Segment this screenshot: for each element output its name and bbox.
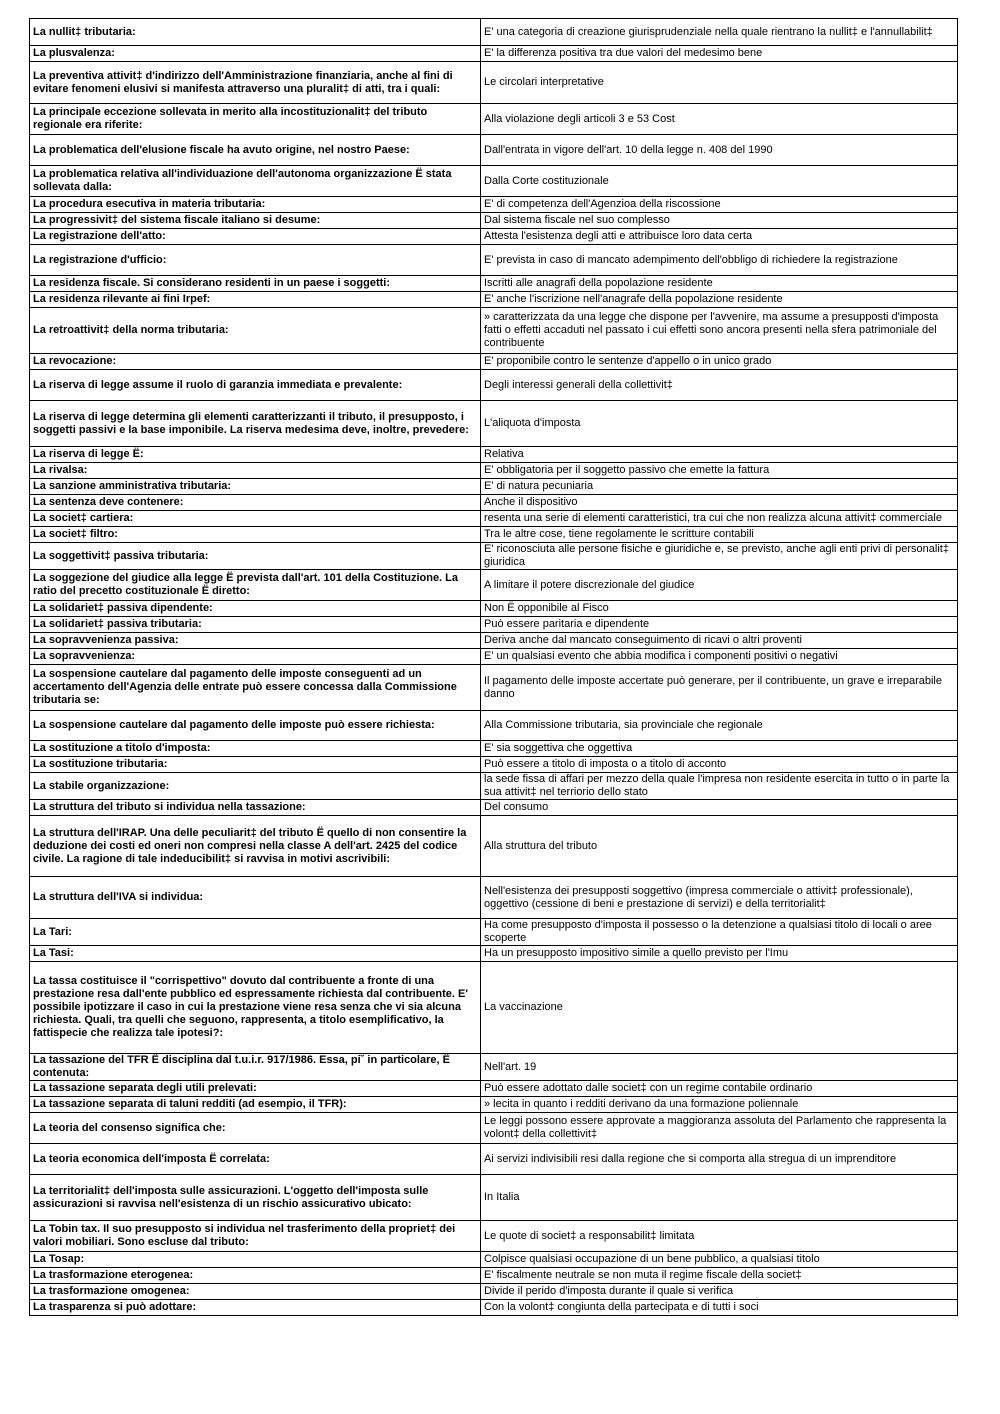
answer-cell: Dalla Corte costituzionale xyxy=(481,166,958,197)
table-row xyxy=(30,617,958,633)
answer-cell: Può essere a titolo di imposta o a titolo di acconto xyxy=(481,757,958,773)
table-row xyxy=(30,1054,958,1081)
answer-cell: Ha un presupposto impositivo simile a quello previsto per l'Imu xyxy=(481,946,958,962)
question-cell: La struttura del tributo si individua nella tassazione: xyxy=(30,800,481,816)
answer-cell: Anche il dispositivo xyxy=(481,495,958,511)
answer-cell: Alla violazione degli articoli 3 e 53 Cost xyxy=(481,104,958,135)
question-cell: La residenza fiscale. Si considerano residenti in un paese i soggetti: xyxy=(30,276,481,292)
question-cell: La solidariet‡ passiva dipendente: xyxy=(30,601,481,617)
answer-cell: Divide il perido d'imposta durante il quale si verifica xyxy=(481,1284,958,1300)
qa-table xyxy=(29,18,958,1316)
answer-cell: Dal sistema fiscale nel suo complesso xyxy=(481,213,958,229)
table-row xyxy=(30,946,958,962)
question-cell: La tassazione separata di taluni redditi (ad esempio, il TFR): xyxy=(30,1097,481,1113)
table-row xyxy=(30,197,958,213)
table-row xyxy=(30,1175,958,1221)
table-row xyxy=(30,570,958,601)
table-row xyxy=(30,816,958,877)
answer-cell: Il pagamento delle imposte accertate può generare, per il contribuente, un grave e irreparabile danno xyxy=(481,665,958,711)
answer-cell: E' proponibile contro le sentenze d'appello o in unico grado xyxy=(481,354,958,370)
question-cell: La riserva di legge assume il ruolo di garanzia immediata e prevalente: xyxy=(30,370,481,401)
answer-cell: Le quote di societ‡ a responsabilit‡ limitata xyxy=(481,1221,958,1252)
question-cell: La registrazione d'ufficio: xyxy=(30,245,481,276)
answer-cell: Alla Commissione tributaria, sia provinciale che regionale xyxy=(481,711,958,741)
question-cell: La sopravvenienza passiva: xyxy=(30,633,481,649)
question-cell: La sostituzione tributaria: xyxy=(30,757,481,773)
answer-cell: Del consumo xyxy=(481,800,958,816)
answer-cell: In Italia xyxy=(481,1175,958,1221)
table-row xyxy=(30,511,958,527)
answer-cell: E' di competenza dell'Agenzioa della riscossione xyxy=(481,197,958,213)
table-row xyxy=(30,800,958,816)
answer-cell: Relativa xyxy=(481,447,958,463)
question-cell: La preventiva attivit‡ d'indirizzo dell'Amministrazione finanziaria, anche al fini di evitare fenomeni elusivi si manifesta attraverso una pluralit‡ di atti, tra i quali: xyxy=(30,62,481,104)
question-cell: La sopravvenienza: xyxy=(30,649,481,665)
table-row xyxy=(30,1268,958,1284)
question-cell: La retroattivit‡ della norma tributaria: xyxy=(30,308,481,354)
answer-cell: Degli interessi generali della collettivit‡ xyxy=(481,370,958,401)
question-cell: La teoria economica dell'imposta Ë correlata: xyxy=(30,1144,481,1175)
table-row xyxy=(30,1097,958,1113)
table-row xyxy=(30,962,958,1054)
table-row xyxy=(30,773,958,800)
answer-cell: Con la volont‡ congiunta della partecipata e di tutti i soci xyxy=(481,1300,958,1316)
table-row xyxy=(30,229,958,245)
question-cell: La Tasi: xyxy=(30,946,481,962)
qa-table-body xyxy=(30,19,958,1316)
question-cell: La societ‡ filtro: xyxy=(30,527,481,543)
question-cell: La progressivit‡ del sistema fiscale italiano si desume: xyxy=(30,213,481,229)
question-cell: La sospensione cautelare dal pagamento delle imposte può essere richiesta: xyxy=(30,711,481,741)
table-row xyxy=(30,1284,958,1300)
answer-cell: Può essere paritaria e dipendente xyxy=(481,617,958,633)
table-row xyxy=(30,495,958,511)
answer-cell: E' una categoria di creazione giurisprudenziale nella quale rientrano la nullit‡ e l'annullabilit‡ xyxy=(481,19,958,46)
table-row xyxy=(30,213,958,229)
answer-cell: resenta una serie di elementi caratteristici, tra cui che non realizza alcuna attivit‡ commerciale xyxy=(481,511,958,527)
answer-cell: A limitare il potere discrezionale del giudice xyxy=(481,570,958,601)
question-cell: La Tosap: xyxy=(30,1252,481,1268)
question-cell: La plusvalenza: xyxy=(30,46,481,62)
answer-cell: Alla struttura del tributo xyxy=(481,816,958,877)
table-row xyxy=(30,633,958,649)
answer-cell: Tra le altre cose, tiene regolamente le scritture contabili xyxy=(481,527,958,543)
table-row xyxy=(30,711,958,741)
table-row xyxy=(30,527,958,543)
table-row xyxy=(30,370,958,401)
answer-cell: la sede fissa di affari per mezzo della quale l'impresa non residente esercita in tutto o in parte la sua attivit‡ nel terriorio dello stato xyxy=(481,773,958,800)
table-row xyxy=(30,292,958,308)
question-cell: La struttura dell'IRAP. Una delle peculiarit‡ del tributo Ë quello di non consentire la deduzione dei costi ed oneri non compresi nella classe A dell'art. 2425 del codice civile. La ragione di tale indeducibilit‡ si ravvisa in motivi ascrivibili: xyxy=(30,816,481,877)
question-cell: La sospensione cautelare dal pagamento delle imposte conseguenti ad un accertamento dell'Agenzia delle entrate può essere concessa dalla Commissione tributaria se: xyxy=(30,665,481,711)
question-cell: La residenza rilevante ai fini Irpef: xyxy=(30,292,481,308)
table-row xyxy=(30,877,958,919)
question-cell: La Tari: xyxy=(30,919,481,946)
answer-cell: Colpisce qualsiasi occupazione di un bene pubblico, a qualsiasi titolo xyxy=(481,1252,958,1268)
table-row xyxy=(30,757,958,773)
answer-cell: Attesta l'esistenza degli atti e attribuisce loro data certa xyxy=(481,229,958,245)
answer-cell: E' fiscalmente neutrale se non muta il regime fiscale della societ‡ xyxy=(481,1268,958,1284)
question-cell: La revocazione: xyxy=(30,354,481,370)
question-cell: La registrazione dell'atto: xyxy=(30,229,481,245)
answer-cell: Nell'art. 19 xyxy=(481,1054,958,1081)
question-cell: La sentenza deve contenere: xyxy=(30,495,481,511)
question-cell: La societ‡ cartiera: xyxy=(30,511,481,527)
table-row xyxy=(30,166,958,197)
table-row xyxy=(30,1113,958,1144)
question-cell: La sanzione amministrativa tributaria: xyxy=(30,479,481,495)
table-row xyxy=(30,601,958,617)
question-cell: La problematica relativa all'individuazione dell'autonoma organizzazione Ë stata sollevata dalla: xyxy=(30,166,481,197)
table-row xyxy=(30,919,958,946)
table-row xyxy=(30,1144,958,1175)
question-cell: La soggezione del giudice alla legge Ë prevista dall'art. 101 della Costituzione. La ratio del precetto costituzionale Ë diretto: xyxy=(30,570,481,601)
question-cell: La procedura esecutiva in materia tributaria: xyxy=(30,197,481,213)
table-row xyxy=(30,543,958,570)
table-row xyxy=(30,447,958,463)
question-cell: La stabile organizzazione: xyxy=(30,773,481,800)
answer-cell: Iscritti alle anagrafi della popolazione residente xyxy=(481,276,958,292)
answer-cell: La vaccinazione xyxy=(481,962,958,1054)
question-cell: La riserva di legge determina gli elementi caratterizzanti il tributo, il presupposto, i soggetti passivi e la base imponibile. La riserva medesima deve, inoltre, prevedere: xyxy=(30,401,481,447)
question-cell: La principale eccezione sollevata in merito alla incostituzionalit‡ del tributo regionale era riferite: xyxy=(30,104,481,135)
answer-cell: E' riconosciuta alle persone fisiche e giuridiche e, se previsto, anche agli enti privi di personalit‡ giuridica xyxy=(481,543,958,570)
answer-cell: E' un qualsiasi evento che abbia modifica i componenti positivi o negativi xyxy=(481,649,958,665)
table-row xyxy=(30,649,958,665)
answer-cell: Nell'esistenza dei presupposti soggettivo (impresa commerciale o attivit‡ professionale), oggettivo (cessione di beni e prestazione di servizi) e della territorialit‡ xyxy=(481,877,958,919)
table-row xyxy=(30,463,958,479)
answer-cell: L'aliquota d'imposta xyxy=(481,401,958,447)
answer-cell: E' prevista in caso di mancato adempimento dell'obbligo di richiedere la registrazione xyxy=(481,245,958,276)
question-cell: La Tobin tax. Il suo presupposto si individua nel trasferimento della propriet‡ dei valori mobiliari. Sono escluse dal tributo: xyxy=(30,1221,481,1252)
table-row xyxy=(30,308,958,354)
table-row xyxy=(30,1081,958,1097)
question-cell: La solidariet‡ passiva tributaria: xyxy=(30,617,481,633)
question-cell: La tassazione del TFR Ë disciplina dal t.u.i.r. 917/1986. Essa, pi˘ in particolare, Ë contenuta: xyxy=(30,1054,481,1081)
answer-cell: E' anche l'iscrizione nell'anagrafe della popolazione residente xyxy=(481,292,958,308)
answer-cell: Non Ë opponibile al Fisco xyxy=(481,601,958,617)
answer-cell: » caratterizzata da una legge che dispone per l'avvenire, ma assume a presupposti d'imposta fatti o effetti accaduti nel passato i cui effetti sono ancora presenti nella sfera patrimoniale del contribuente xyxy=(481,308,958,354)
table-row xyxy=(30,354,958,370)
question-cell: La problematica dell'elusione fiscale ha avuto origine, nel nostro Paese: xyxy=(30,135,481,166)
table-row xyxy=(30,1221,958,1252)
answer-cell: Può essere adottato dalle societ‡ con un regime contabile ordinario xyxy=(481,1081,958,1097)
table-row xyxy=(30,1252,958,1268)
answer-cell: E' sia soggettiva che oggettiva xyxy=(481,741,958,757)
question-cell: La soggettivit‡ passiva tributaria: xyxy=(30,543,481,570)
answer-cell: E' obbligatoria per il soggetto passivo che emette la fattura xyxy=(481,463,958,479)
question-cell: La nullit‡ tributaria: xyxy=(30,19,481,46)
table-row xyxy=(30,46,958,62)
question-cell: La teoria del consenso significa che: xyxy=(30,1113,481,1144)
answer-cell: Deriva anche dal mancato conseguimento di ricavi o altri proventi xyxy=(481,633,958,649)
table-row xyxy=(30,135,958,166)
answer-cell: Ha come presupposto d'imposta il possesso o la detenzione a qualsiasi titolo di locali o aree scoperte xyxy=(481,919,958,946)
question-cell: La trasformazione omogenea: xyxy=(30,1284,481,1300)
question-cell: La riserva di legge Ë: xyxy=(30,447,481,463)
answer-cell: Ai servizi indivisibili resi dalla regione che si comporta alla stregua di un imprenditore xyxy=(481,1144,958,1175)
question-cell: La struttura dell'IVA si individua: xyxy=(30,877,481,919)
answer-cell: » lecita in quanto i redditi derivano da una formazione poliennale xyxy=(481,1097,958,1113)
question-cell: La territorialit‡ dell'imposta sulle assicurazioni. L'oggetto dell'imposta sulle assicurazioni si ravvisa nell'esistenza di un rischio assicurativo ubicato: xyxy=(30,1175,481,1221)
answer-cell: Le leggi possono essere approvate a maggioranza assoluta del Parlamento che rappresenta la volont‡ della collettivit‡ xyxy=(481,1113,958,1144)
question-cell: La rivalsa: xyxy=(30,463,481,479)
table-row xyxy=(30,245,958,276)
answer-cell: Le circolari interpretative xyxy=(481,62,958,104)
question-cell: La tassa costituisce il "corrispettivo" dovuto dal contribuente a fronte di una prestazione resa dall'ente pubblico ed espressamente richiesta dal contribuente. E' possibile ipotizzare il caso in cui la prestazione viene resa senza che vi sia alcuna richiesta. Quali, tra quelli che seguono, rappresenta, a titolo esemplificativo, la fattispecie che realizza tale ipotesi?: xyxy=(30,962,481,1054)
answer-cell: E' la differenza positiva tra due valori del medesimo bene xyxy=(481,46,958,62)
table-row xyxy=(30,104,958,135)
question-cell: La trasparenza si può adottare: xyxy=(30,1300,481,1316)
table-row xyxy=(30,479,958,495)
table-row xyxy=(30,276,958,292)
answer-cell: Dall'entrata in vigore dell'art. 10 della legge n. 408 del 1990 xyxy=(481,135,958,166)
table-row xyxy=(30,19,958,46)
table-row xyxy=(30,62,958,104)
question-cell: La trasformazione eterogenea: xyxy=(30,1268,481,1284)
table-row xyxy=(30,741,958,757)
table-row xyxy=(30,401,958,447)
table-row xyxy=(30,665,958,711)
table-row xyxy=(30,1300,958,1316)
answer-cell: E' di natura pecuniaria xyxy=(481,479,958,495)
question-cell: La tassazione separata degli utili prelevati: xyxy=(30,1081,481,1097)
question-cell: La sostituzione a titolo d'imposta: xyxy=(30,741,481,757)
